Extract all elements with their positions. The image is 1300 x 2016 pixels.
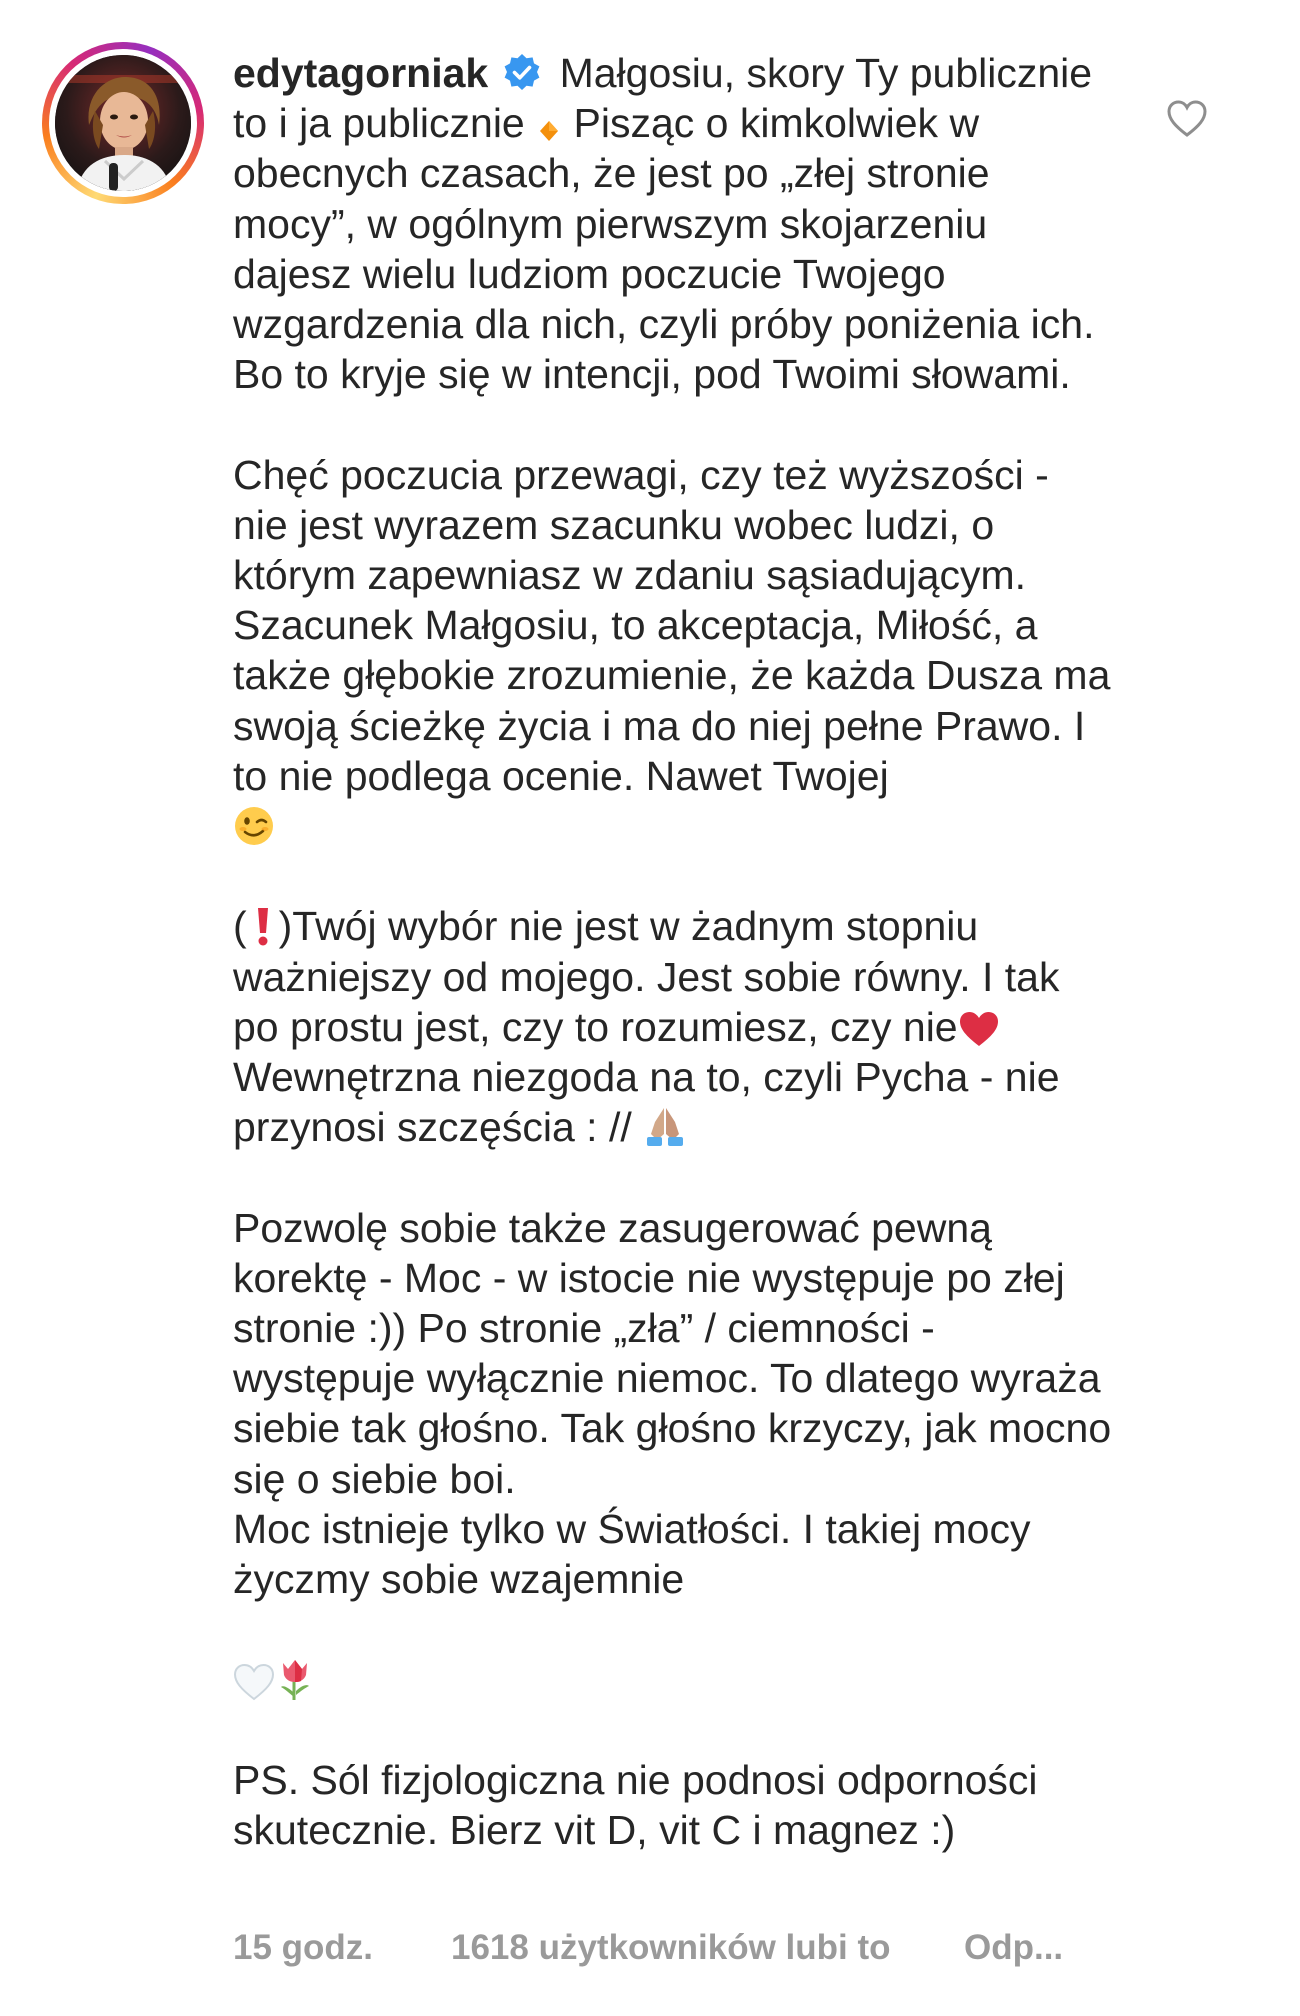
reply-button[interactable]: Odp...: [964, 1928, 1064, 1967]
comment-p1-rest: Pisząc o kimkolwiek w obecnych czasach, że jest po „złej stronie mocy”, w ogólnym pierwszym skojarzeniu dajesz wielu ludziom poczucie Twojego wzgardzenia dla nich, czyli próby poniżenia ich. Bo to kryje się w intencji, pod Twoimi słowami.: [233, 100, 1106, 398]
avatar-ring-gap: [49, 49, 197, 197]
avatar[interactable]: [55, 55, 191, 191]
avatar-portrait-icon: [55, 55, 191, 191]
comment-p1-first: Małgosiu, skory Ty publicznie to i ja publicznie: [233, 50, 1104, 147]
tulip-emoji-icon: [275, 1657, 315, 1701]
comment-p2: Chęć poczucia przewagi, czy też wyższości - nie jest wyrazem szacunku wobec ludzi, o którym zapewniasz w zdaniu sąsiadującym. Szacunek Małgosiu, to akceptacja, Miłość, a także głębokie zrozumienie, że każda Dusza ma swoją ścieżkę życia i ma do niej pełne Prawo. I to nie podlega ocenie. Nawet Twojej: [233, 451, 1122, 799]
comment-p3-main: )Twój wybór nie jest w żadnym stopniu ważniejszy od mojego. Jest sobie równy. I tak po prostu jest, czy to rozumiesz, czy nie: [233, 903, 1071, 1050]
like-heart-icon[interactable]: [1165, 96, 1209, 140]
comment-likes-count[interactable]: 1618 użytkowników lubi to: [451, 1928, 891, 1967]
avatar-story-ring[interactable]: [42, 42, 204, 204]
red-heart-emoji-icon: [958, 1010, 1000, 1048]
comment-p4-line2: Moc istnieje tylko w Światłości. I takiej mocy życzmy sobie wzajemnie: [233, 1505, 1042, 1603]
red-exclamation-emoji-icon: [247, 905, 279, 947]
comment-text: [233, 48, 1123, 1855]
comment-p3-end: Wewnętrzna niezgoda na to, czyli Pycha - nie przynosi szczęścia : //: [233, 1054, 1071, 1151]
folded-hands-emoji-icon: [643, 1104, 687, 1148]
comment-p4-line1: Pozwolę sobie także zasugerować pewną korektę - Moc - w istocie nie występuje po złej stronie :)) Po stronie „zła” / ciemności - występuje wyłącznie niemoc. To dlatego wyraża siebie tak głośno. Tak głośno krzyczy, jak mocno się o siebie boi.: [233, 1204, 1123, 1502]
winking-face-emoji-icon: [233, 805, 275, 847]
verified-badge-icon: [502, 53, 542, 93]
comment-p3-open: (: [233, 903, 247, 950]
comment-p5: PS. Sól fizjologiczna nie podnosi odporności skutecznie. Bierz vit D, vit C i magnez :): [233, 1756, 1049, 1854]
comment-timestamp: 15 godz.: [233, 1928, 374, 1967]
white-heart-emoji-icon: [233, 1663, 275, 1701]
username-link[interactable]: edytagorniak: [233, 50, 489, 96]
orange-diamond-emoji-icon: [536, 118, 562, 144]
